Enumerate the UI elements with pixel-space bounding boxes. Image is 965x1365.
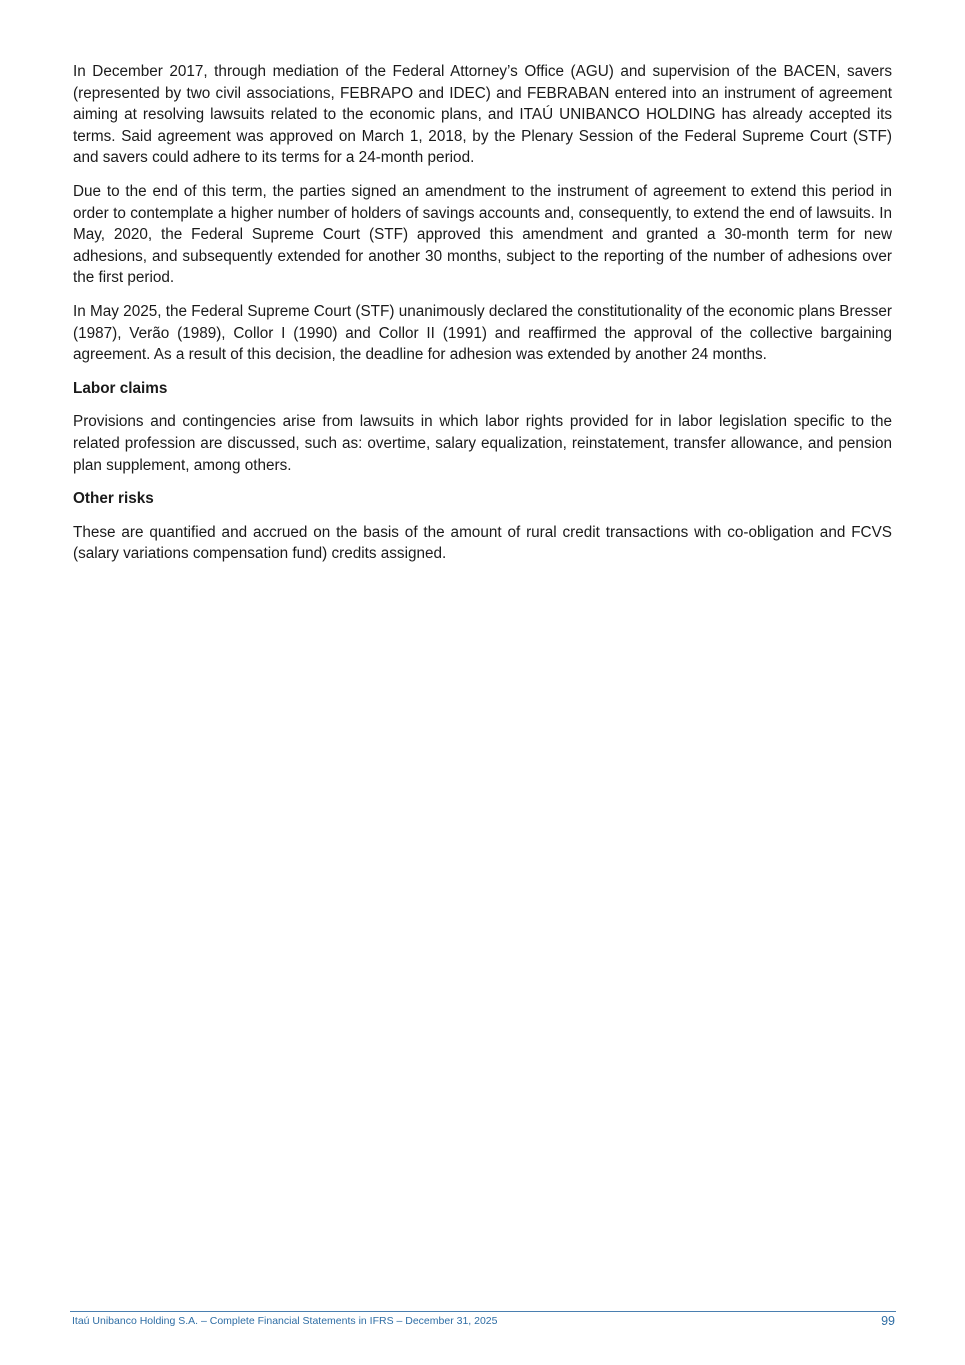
labor-claims-heading: Labor claims <box>73 379 168 397</box>
footer-divider <box>70 1311 896 1312</box>
labor-claims-paragraph: Provisions and contingencies arise from lawsuits in which labor rights provided for in labor legislation specific to the related profession are discussed, such as: overtime, salary equalization, reinstatement, transfer allowance, and pension plan supplement, among others. <box>73 413 892 474</box>
paragraph-stf-2025: In May 2025, the Federal Supreme Court (STF) unanimously declared the constitutionality of the economic plans Bresser (1987), Verão (1989), Collor I (1990) and Collor II (1991) and reaffirmed the approval of the collective bargaining agreement. As a result of this decision, the deadline for adhesion was extended by another 24 months. <box>73 302 892 364</box>
paragraph-amendment: Due to the end of this term, the parties signed an amendment to the instrument of agreement to extend this period in order to contemplate a higher number of holders of savings accounts and, consequently, to extend the end of lawsuits. In May, 2020, the Federal Supreme Court (STF) approved this amendment and granted a 30-month term for new adhesions, and subsequently extended for another 30 months, subject to the reporting of the number of adhesions over the first period. <box>73 182 892 287</box>
footer-title: Itaú Unibanco Holding S.A. – Complete Financial Statements in IFRS – December 31, 2025 <box>72 1315 498 1327</box>
other-risks-heading: Other risks <box>73 490 154 508</box>
paragraph-agreement-2017: In December 2017, through mediation of the Federal Attorney’s Office (AGU) and supervision of the BACEN, savers (represented by two civil associations, FEBRAPO and IDEC) and FEBRABAN entered into an instrument of agreement aiming at resolving lawsuits related to the economic plans, and ITAÚ UNIBANCO HOLDING has already accepted its terms. Said agreement was approved on March 1, 2018, by the Plenary Session of the Federal Supreme Court (STF) and savers could adhere to its terms for a 24-month period. <box>73 63 892 167</box>
document-body <box>73 61 892 577</box>
other-risks-paragraph: These are quantified and accrued on the basis of the amount of rural credit transactions with co-obligation and FCVS (salary variations compensation fund) credits assigned. <box>73 523 892 563</box>
page-number: 99 <box>881 1314 895 1328</box>
